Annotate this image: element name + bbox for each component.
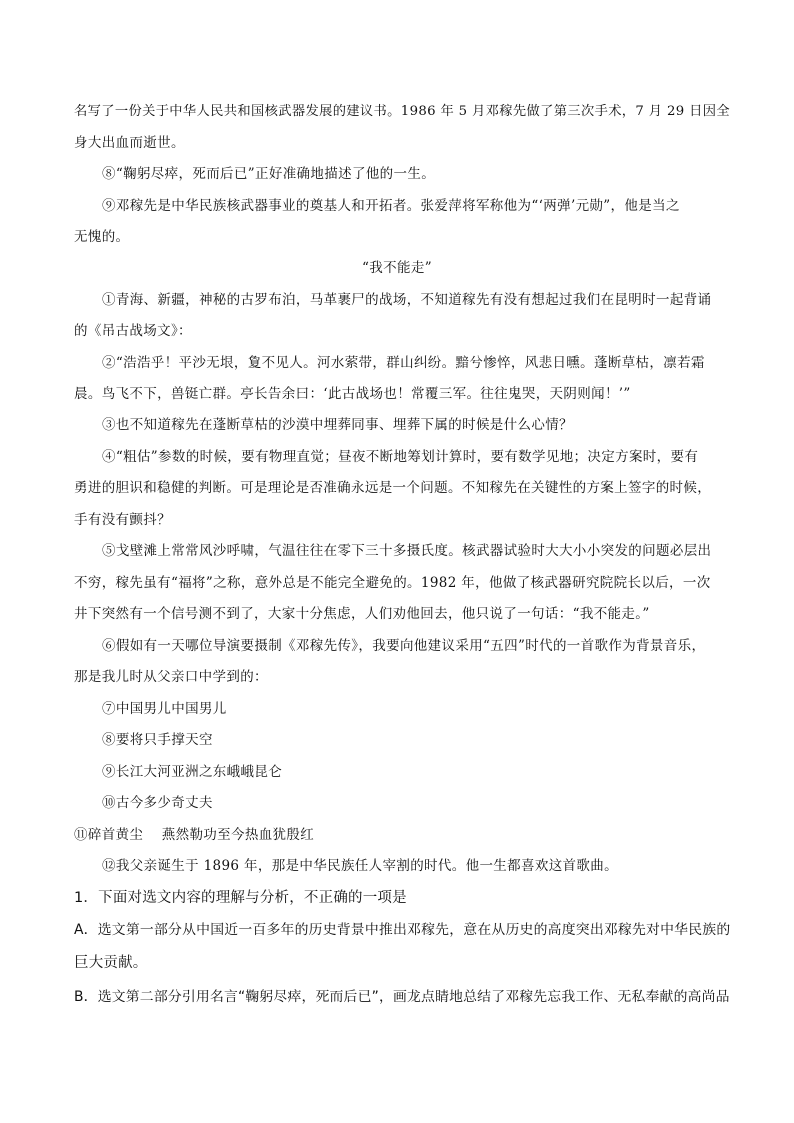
passage-paragraph-8: ⑧“鞠躬尽瘁，死而后已”正好准确地描述了他的一生。: [102, 166, 436, 182]
passage-line: 勇进的胆识和稳健的判断。可是理论是否准确永远是一个问题。不知稼先在关键性的方案上签字的时候，: [74, 480, 712, 496]
passage-paragraph-4: ④“粗估”参数的时候，要有物理直觉；昼夜不断地筹划计算时，要有数学见地；决定方案时，要有: [102, 449, 699, 465]
option-a-cont: 巨大贡献。: [74, 955, 148, 971]
song-line: ⑧要将只手撑天空: [102, 732, 213, 748]
passage-paragraph-1: ①青海、新疆，神秘的古罗布泊，马革裹尸的战场，不知道稼先有没有想起过我们在昆明时一起背诵: [102, 292, 712, 308]
song-line: ⑦中国男儿中国男儿: [102, 701, 227, 717]
passage-paragraph-5: ⑤戈壁滩上常常风沙呼啸，气温往往在零下三十多摄氏度。核武器试验时大大小小突发的问题必层出: [102, 543, 712, 559]
passage-line: 那是我儿时从父亲口中学到的：: [74, 669, 268, 685]
passage-line: 晨。鸟飞不下，兽铤亡群。亭长告余曰：‘此古战场也！常覆三军。往往鬼哭，天阴则闻！’”: [74, 386, 631, 402]
passage-paragraph-6: ⑥假如有一天哪位导演要摄制《邓稼先传》，我要向他建议采用“五四”时代的一首歌作为背景音乐，: [102, 638, 706, 654]
section-title: “我不能走”: [362, 260, 432, 276]
passage-line: 井下突然有一个信号测不到了，大家十分焦虑，人们劝他回去，他只说了一句话：“我不能走。”: [74, 606, 650, 622]
passage-line: 无愧的。: [74, 229, 130, 245]
passage-line: 的《吊古战场文》：: [74, 323, 192, 339]
passage-paragraph-9: ⑨邓稼先是中华民族核武器事业的奠基人和开拓者。张爱萍将军称他为“‘两弹’元勋”，他是当之: [102, 198, 680, 214]
passage-paragraph-2: ②“浩浩乎！平沙无垠，夐不见人。河水萦带，群山纠纷。黯兮惨悴，风悲日曛。蓬断草枯，凛若霜: [102, 355, 705, 371]
passage-line: 名写了一份关于中华人民共和国核武器发展的建议书。1986 年 5 月邓稼先做了第三次手术，7 月 29 日因全: [74, 104, 730, 119]
passage-line: 不穷，稼先虽有“福将”之称，意外总是不能完全避免的。1982 年，他做了核武器研究院院长以后，一次: [74, 575, 711, 591]
passage-paragraph-12: ⑫我父亲诞生于 1896 年，那是中华民族任人宰割的时代。他一生都喜欢这首歌曲。: [102, 858, 618, 874]
option-b: B．选文第二部分引用名言“鞠躬尽瘁，死而后已”，画龙点睛地总结了邓稼先忘我工作、无私奉献的高尚品: [74, 989, 730, 1005]
passage-line: 手有没有颤抖？: [74, 512, 171, 528]
option-a: A．选文第一部分从中国近一百多年的历史背景中推出邓稼先，意在从历史的高度突出邓稼先对中华民族的: [74, 922, 731, 938]
passage-line: 身大出血而逝世。: [74, 135, 185, 151]
song-line: ⑨长江大河亚洲之东峨峨昆仑: [102, 764, 283, 780]
song-line: ⑩古今多少奇丈夫: [102, 795, 213, 811]
question-stem: 1．下面对选文内容的理解与分析，不正确的一项是: [74, 890, 407, 906]
passage-paragraph-3: ③也不知道稼先在蓬断草枯的沙漠中埋葬同事、埋葬下属的时候是什么心情？: [102, 417, 573, 433]
song-line: ⑪碎首黄尘 燕然勒功至今热血犹殷红: [74, 827, 315, 843]
